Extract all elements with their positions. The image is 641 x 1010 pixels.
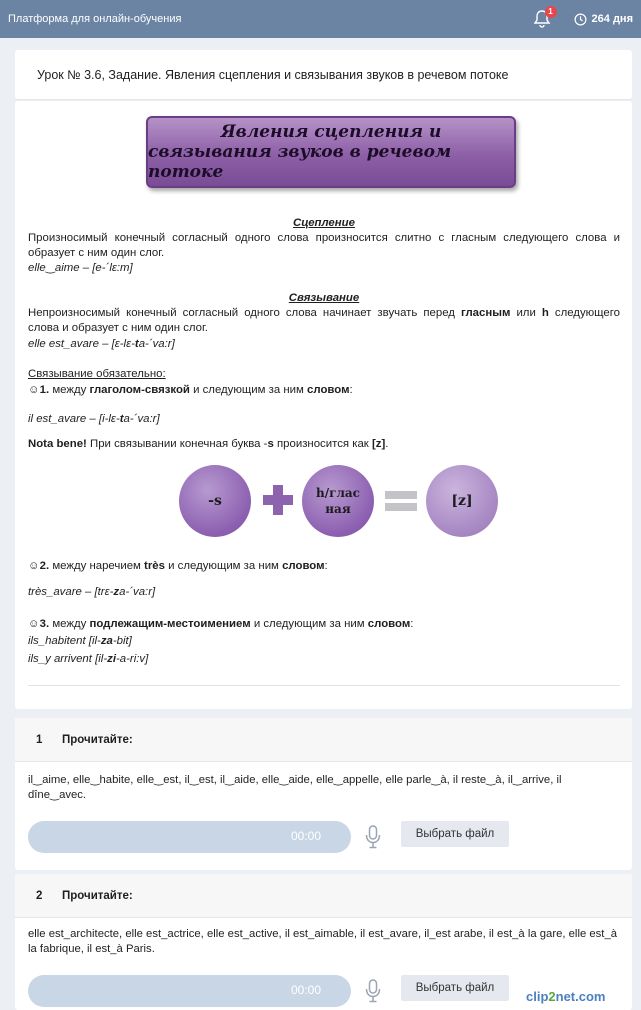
sceplenie-example: elle‿aime – [e-´lɛ:m] [28,262,133,274]
notification-badge: 1 [545,6,557,18]
circle-s: -s [179,465,251,537]
clock-icon [574,13,587,26]
task-number: 1 [36,733,43,746]
sceplenie-text: Произносимый конечный согласный одного слова произносится слитно с гласным следующего слова и образует с ним один слог. [28,232,620,259]
notifications-button[interactable] [532,9,552,29]
lesson-title: Урок № 3.6, Задание. Явления сцепления и связывания звуков в речевом потоке [37,67,509,82]
circle-z: [z] [426,465,498,537]
microphone-icon[interactable] [365,825,381,849]
rule-1: ☺1. между глаголом-связкой и следующим за ним словом: [28,384,353,396]
nota-bene: Nota bene! При связывании конечная буква -s произносится как [z]. [28,438,389,450]
task-text: il‿aime, elle‿habite, elle‿est, il‿est, il‿aide, elle‿aide, elle‿appelle, elle parle‿à, il reste‿à, il‿arrive, il dîne‿avec. [28,774,562,801]
svyazyvanie-heading: Связывание [288,292,360,304]
obligatory-heading: Связывание обязательно: [28,368,166,380]
days-label: 264 дня [591,13,633,25]
rule-2-example: très_avare – [trɛ-za-´va:r] [28,586,156,598]
choose-file-button[interactable]: Выбрать файл [401,821,509,847]
plus-icon [261,483,295,517]
task-card-1 [15,718,632,870]
svyazyvanie-example: elle est_avare – [ɛ-lɛ-ta-´va:r] [28,338,175,350]
audio-player[interactable] [28,821,351,853]
choose-file-button[interactable]: Выбрать файл [401,975,509,1001]
sceplenie-heading: Сцепление [293,217,355,229]
rule-3: ☺3. между подлежащим-местоимением и следующим за ним словом: [28,618,414,630]
lesson-header [15,50,632,100]
content-divider [28,685,620,686]
task-number: 2 [36,889,43,902]
days-counter [574,13,633,26]
microphone-icon[interactable] [365,979,381,1003]
svyazyvanie-text: Непроизносимый конечный согласный одного слова начинает звучать перед гласным или h следующего слова и образует с ним один слог. [28,307,621,334]
task-header [15,874,632,918]
clip2net-watermark: clip2net.com [520,988,611,1005]
banner-line-1: Явления сцепления и [220,122,442,142]
lesson-content [15,101,632,709]
rule-1-example: il est_avare – [i-lɛ-ta-´va:r] [28,413,160,425]
task-instruction: Прочитайте: [62,733,133,746]
rule-3-example-2: ils_y arrivent [il-zi-a-ri:v] [28,653,149,665]
circle-vowel: h/глас ная [302,465,374,537]
top-bar [0,0,641,38]
audio-time: 00:00 [290,983,321,997]
banner-line-2: связывания звуков в речевом потоке [148,142,452,182]
rule-2: ☺2. между наречием très и следующим за ним словом: [28,560,328,572]
audio-time: 00:00 [290,829,321,843]
task-text: elle est_architecte, elle est_actrice, elle est_active, il est_aimable, il est_avare, il_est arabe, il est_à la gare, elle est_à la fabrique, il est_à Paris. [28,928,618,955]
equals-icon [385,489,417,513]
rule-3-example-1: ils_habitent [il-za-bit] [28,635,132,647]
audio-player[interactable] [28,975,351,1007]
platform-title[interactable]: Платформа для онлайн-обучения [8,13,182,25]
lesson-banner [146,116,516,188]
task-header [15,718,632,762]
task-instruction: Прочитайте: [62,889,133,902]
